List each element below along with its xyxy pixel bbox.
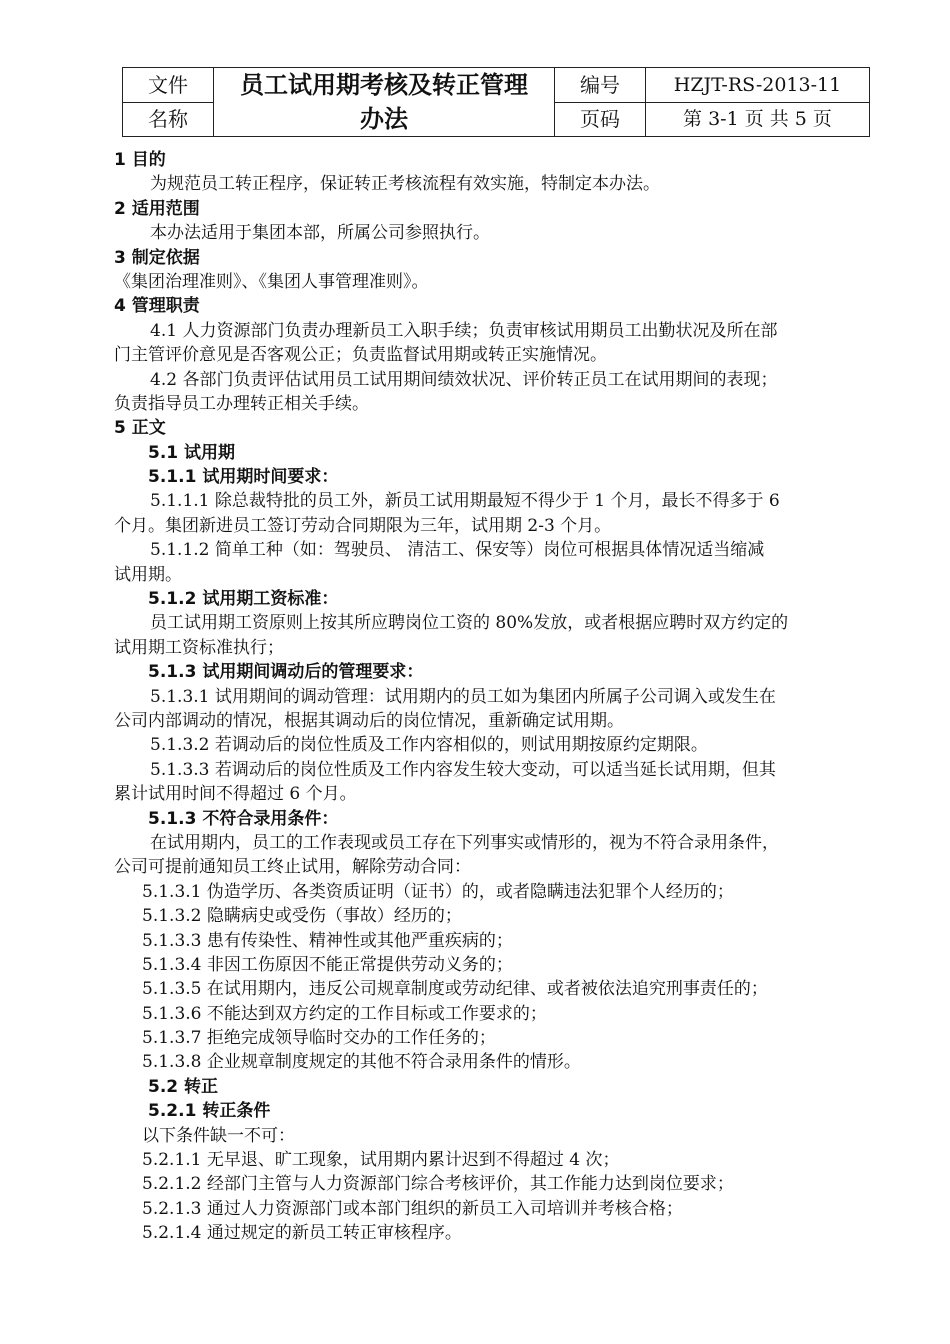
section-heading: 5 正文 bbox=[114, 418, 166, 439]
paragraph-line: 个月。集团新进员工签订劳动合同期限为三年，试用期 2-3 个月。 bbox=[114, 515, 612, 536]
list-item: 5.1.3.8 企业规章制度规定的其他不符合录用条件的情形。 bbox=[142, 1052, 581, 1073]
document-header-table bbox=[122, 67, 870, 137]
paragraph-line: 累计试用时间不得超过 6 个月。 bbox=[114, 784, 357, 805]
page-label: 页码 bbox=[555, 102, 646, 137]
paragraph-line: 试用期工资标准执行； bbox=[114, 637, 284, 658]
paragraph-line: 5.1.1.1 除总裁特批的员工外，新员工试用期最短不得少于 1 个月，最长不得多于 6 bbox=[150, 491, 780, 512]
list-item: 5.2.1.4 通过规定的新员工转正审核程序。 bbox=[142, 1223, 462, 1244]
paragraph-line: 为规范员工转正程序，保证转正考核流程有效实施，特制定本办法。 bbox=[150, 174, 660, 195]
paragraph-line: 试用期。 bbox=[114, 564, 182, 585]
subsection-heading: 5.1 试用期 bbox=[148, 442, 236, 463]
subsection-heading: 5.1.3 不符合录用条件： bbox=[148, 808, 339, 829]
subsection-heading: 5.1.2 试用期工资标准： bbox=[148, 589, 339, 610]
list-item: 5.1.3.4 非因工伤原因不能正常提供劳动义务的； bbox=[142, 954, 513, 975]
file-name-label: 文件 bbox=[123, 68, 214, 103]
paragraph-line: 5.1.1.2 简单工种（如：驾驶员、 清洁工、保安等）岗位可根据具体情况适当缩减 bbox=[150, 540, 765, 561]
document-title: 员工试用期考核及转正管理 办法 bbox=[214, 68, 555, 137]
section-heading: 4 管理职责 bbox=[114, 296, 200, 317]
paragraph-line: 员工试用期工资原则上按其所应聘岗位工资的 80%发放，或者根据应聘时双方约定的 bbox=[150, 613, 789, 634]
subsection-heading: 5.1.1 试用期时间要求： bbox=[148, 467, 339, 488]
file-name-label-2: 名称 bbox=[123, 102, 214, 137]
paragraph-line: 4.1 人力资源部门负责办理新员工入职手续；负责审核试用期员工出勤状况及所在部 bbox=[150, 320, 778, 341]
subsection-heading: 5.2.1 转正条件 bbox=[148, 1101, 271, 1122]
list-item: 5.1.3.1 伪造学历、各类资质证明（证书）的，或者隐瞒违法犯罪个人经历的； bbox=[142, 881, 734, 902]
list-item: 5.2.1.2 经部门主管与人力资源部门综合考核评价，其工作能力达到岗位要求； bbox=[142, 1174, 734, 1195]
paragraph-line: 在试用期内，员工的工作表现或员工存在下列事实或情形的，视为不符合录用条件， bbox=[150, 832, 779, 853]
section-heading: 2 适用范围 bbox=[114, 198, 200, 219]
paragraph-line: 本办法适用于集团本部，所属公司参照执行。 bbox=[150, 223, 490, 244]
section-heading: 3 制定依据 bbox=[114, 247, 200, 268]
list-item: 5.1.3.7 拒绝完成领导临时交办的工作任务的； bbox=[142, 1028, 496, 1049]
paragraph-line: 4.2 各部门负责评估试用员工试用期间绩效状况、评价转正员工在试用期间的表现； bbox=[150, 369, 778, 390]
page-value: 第 3-1 页 共 5 页 bbox=[646, 102, 870, 137]
paragraph-line: 以下条件缺一不可： bbox=[142, 1125, 295, 1146]
document-body bbox=[114, 148, 864, 1246]
paragraph-line: 5.1.3.1 试用期间的调动管理：试用期内的员工如为集团内所属子公司调入或发生在 bbox=[150, 686, 776, 707]
paragraph-line: 公司内部调动的情况，根据其调动后的岗位情况，重新确定试用期。 bbox=[114, 710, 624, 731]
list-item: 5.1.3.2 隐瞒病史或受伤（事故）经历的； bbox=[142, 906, 462, 927]
list-item: 5.2.1.3 通过人力资源部门或本部门组织的新员工入司培训并考核合格； bbox=[142, 1198, 683, 1219]
paragraph-line: 公司可提前通知员工终止试用，解除劳动合同： bbox=[114, 857, 471, 878]
subsection-heading: 5.1.3 试用期间调动后的管理要求： bbox=[148, 662, 424, 683]
list-item: 5.1.3.5 在试用期内，违反公司规章制度或劳动纪律、或者被依法追究刑事责任的； bbox=[142, 979, 768, 1000]
list-item: 5.1.3.3 患有传染性、精神性或其他严重疾病的； bbox=[142, 930, 513, 951]
paragraph-line: 负责指导员工办理转正相关手续。 bbox=[114, 393, 369, 414]
list-item: 5.1.3.6 不能达到双方约定的工作目标或工作要求的； bbox=[142, 1003, 547, 1024]
list-item: 5.2.1.1 无早退、旷工现象，试用期内累计迟到不得超过 4 次； bbox=[142, 1150, 620, 1171]
subsection-heading: 5.2 转正 bbox=[148, 1076, 219, 1097]
section-heading: 1 目的 bbox=[114, 150, 166, 170]
paragraph-line: 5.1.3.3 若调动后的岗位性质及工作内容发生较大变动，可以适当延长试用期，但其 bbox=[150, 759, 776, 780]
paragraph-line: 门主管评价意见是否客观公正；负责监督试用期或转正实施情况。 bbox=[114, 345, 607, 366]
paragraph-line: 5.1.3.2 若调动后的岗位性质及工作内容相似的，则试用期按原约定期限。 bbox=[150, 735, 708, 756]
code-label: 编号 bbox=[555, 68, 646, 103]
paragraph-line: 《集团治理准则》、《集团人事管理准则》。 bbox=[114, 271, 429, 292]
code-value: HZJT-RS-2013-11 bbox=[646, 68, 870, 103]
